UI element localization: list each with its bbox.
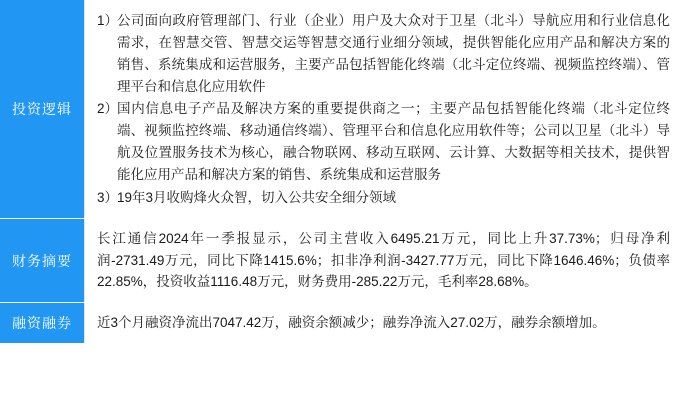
row-label-financial-summary: 财务摘要 [0, 219, 84, 303]
row-content-financial-summary [84, 219, 680, 303]
list-item [97, 10, 670, 97]
paragraph-text: 长江通信2024年一季报显示，公司主营收入6495.21万元，同比上升37.73%；归母净利润-2731.49万元，同比下降1415.6%；扣非净利润-3427.77万元，同比下降1646.46%；负债率22.85%，投资收益1116.48万元，财务费用-285.22万元，毛利率28.68%。 [97, 230, 670, 290]
list-item-text: 国内信息电子产品及解决方案的重要提供商之一；主要产品包括智能化终端（北斗定位终端、视频监控终端、移动通信终端）、管理平台和信息化应用软件等；公司以卫星（北斗）导航及位置服务技术为核心，融合物联网、移动互联网、云计算、大数据等相关技术，提供智能化应用产品和解决方案的销售、系统集成和运营服务 [117, 101, 670, 183]
row-label-investment-logic: 投资逻辑 [0, 0, 84, 218]
list-item-text: 19年3月收购烽火众智，切入公共安全细分领域 [117, 189, 397, 205]
list-item-text: 公司面向政府管理部门、行业（企业）用户及大众对于卫星（北斗）导航应用和行业信息化需求，在智慧交管、智慧交运等智慧交通行业细分领域，提供智能化应用产品和解决方案的销售、系统集成和运营服务，主要产品包括智能化终端（北斗定位终端、视频监控终端）、管理平台和信息化应用软件 [117, 13, 670, 94]
row-content-margin-trading [84, 303, 680, 343]
list-item-number: 1） [97, 13, 119, 28]
row-label-margin-trading: 融资融券 [0, 303, 84, 343]
list-item-number: 3） [97, 189, 119, 205]
table-row-margin-trading [0, 303, 680, 343]
row-content-investment-logic [84, 0, 680, 218]
paragraph-text: 近3个月融资净流出7047.42万，融资余额减少；融券净流入27.02万，融券余额增加。 [97, 315, 606, 331]
table-row-financial-summary [0, 219, 680, 304]
list-item [97, 187, 670, 209]
list-item [97, 98, 670, 185]
list-item-number: 2） [97, 101, 119, 117]
